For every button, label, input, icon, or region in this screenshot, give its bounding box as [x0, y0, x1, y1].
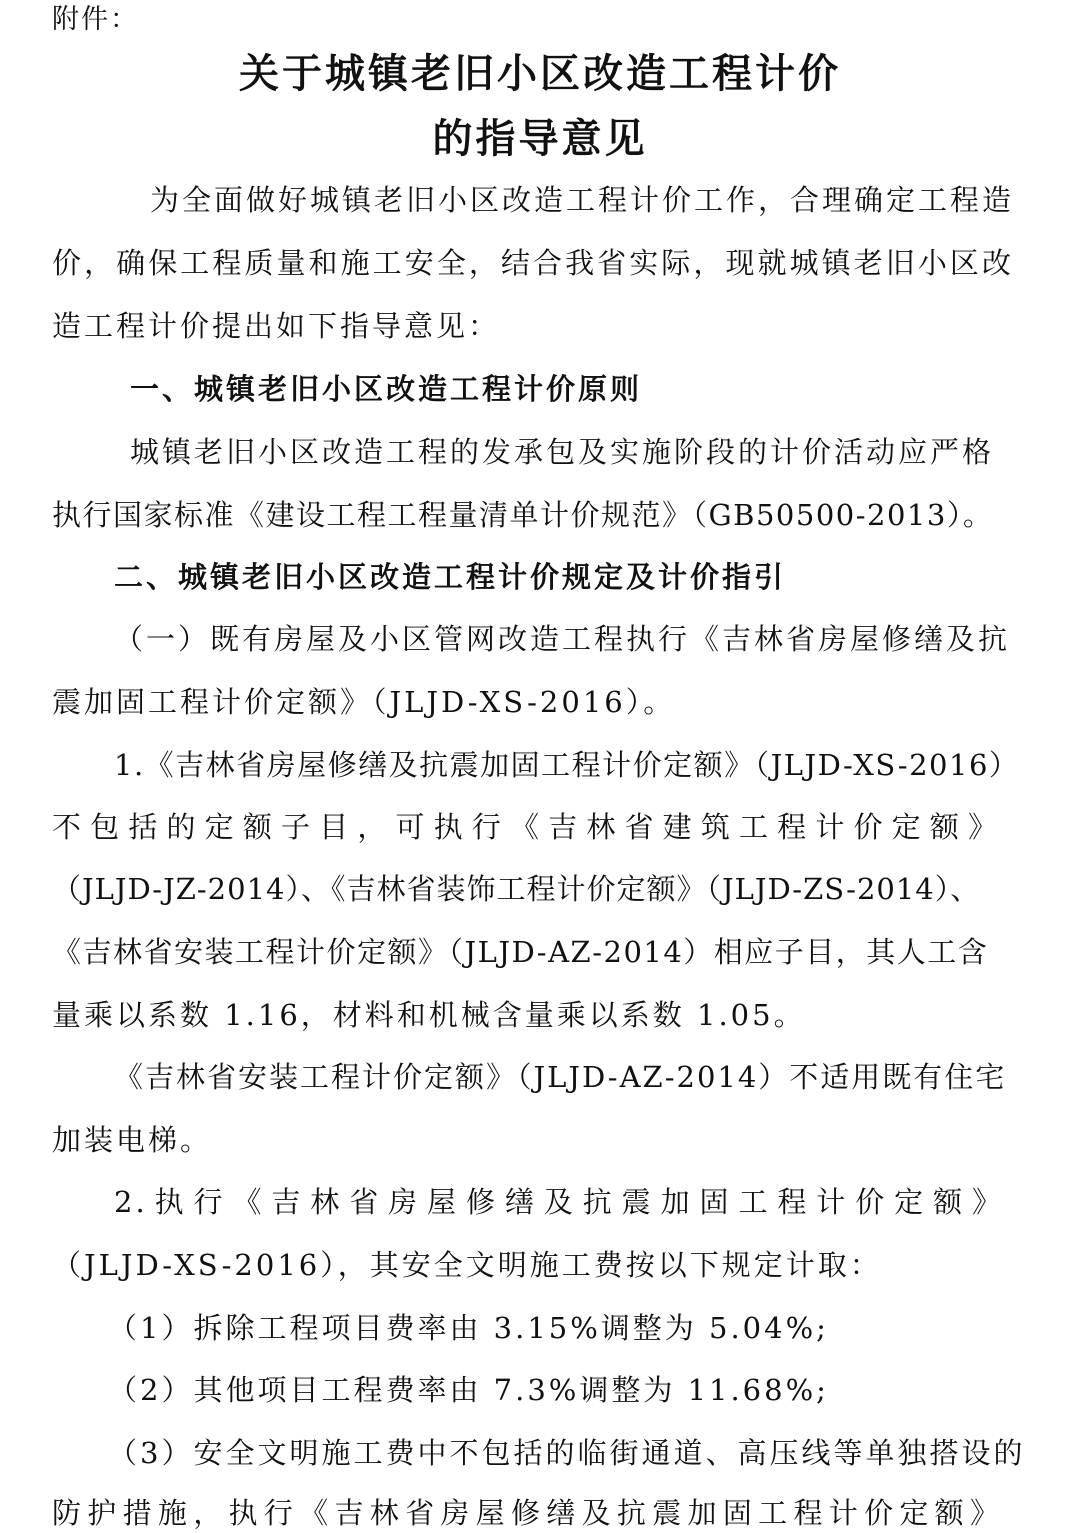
body-line: 1.《吉林省房屋修缮及抗震加固工程计价定额》（JLJD-XS-2016）	[114, 748, 1020, 782]
body-line: 不包括的定额子目，可执行《吉林省建筑工程计价定额》	[52, 810, 1000, 844]
body-line: 加装电梯。	[52, 1123, 213, 1157]
body-line: （2）其他项目工程费率由 7.3%调整为 11.68%;	[108, 1373, 829, 1407]
body-line: 量乘以系数 1.16，材料和机械含量乘以系数 1.05。	[52, 998, 806, 1032]
body-line: （3）安全文明施工费中不包括的临街通道、高压线等单独搭设的	[108, 1436, 1026, 1470]
body-line: 防护措施，执行《吉林省房屋修缮及抗震加固工程计价定额》	[52, 1496, 1002, 1530]
body-line: 《吉林省安装工程计价定额》（JLJD-AZ-2014）相应子目，其人工含	[52, 935, 989, 969]
body-line: 震加固工程计价定额》（JLJD-XS-2016）。	[52, 685, 676, 719]
body-line: 执行国家标准《建设工程工程量清单计价规范》（GB50500-2013）。	[52, 498, 994, 532]
body-line: （JLJD-JZ-2014）、《吉林省装饰工程计价定额》（JLJD-ZS-2014）、	[52, 872, 981, 906]
body-line: 城镇老旧小区改造工程的发承包及实施阶段的计价活动应严格	[130, 435, 995, 469]
document-title-line-2: 的指导意见	[432, 116, 648, 162]
body-line: （JLJD-XS-2016），其安全文明施工费按以下规定计取：	[52, 1248, 882, 1282]
body-line: 《吉林省安装工程计价定额》（JLJD-AZ-2014）不适用既有住宅	[114, 1060, 1007, 1094]
body-line: 2.执行《吉林省房屋修缮及抗震加固工程计价定额》	[114, 1185, 1004, 1219]
attachment-label: 附件：	[52, 4, 139, 35]
body-line: （一）既有房屋及小区管网改造工程执行《吉林省房屋修缮及抗	[114, 622, 1011, 656]
body-line: 价，确保工程质量和施工安全，结合我省实际，现就城镇老旧小区改	[52, 246, 1014, 280]
body-line: 为全面做好城镇老旧小区改造工程计价工作，合理确定工程造	[150, 183, 1015, 217]
section-heading: 一、城镇老旧小区改造工程计价原则	[130, 372, 643, 406]
body-line: 造工程计价提出如下指导意见：	[52, 309, 501, 343]
document-title-line-1: 关于城镇老旧小区改造工程计价	[239, 51, 841, 97]
section-heading: 二、城镇老旧小区改造工程计价规定及计价指引	[114, 560, 787, 594]
body-line: （1）拆除工程项目费率由 3.15%调整为 5.04%;	[108, 1311, 829, 1345]
